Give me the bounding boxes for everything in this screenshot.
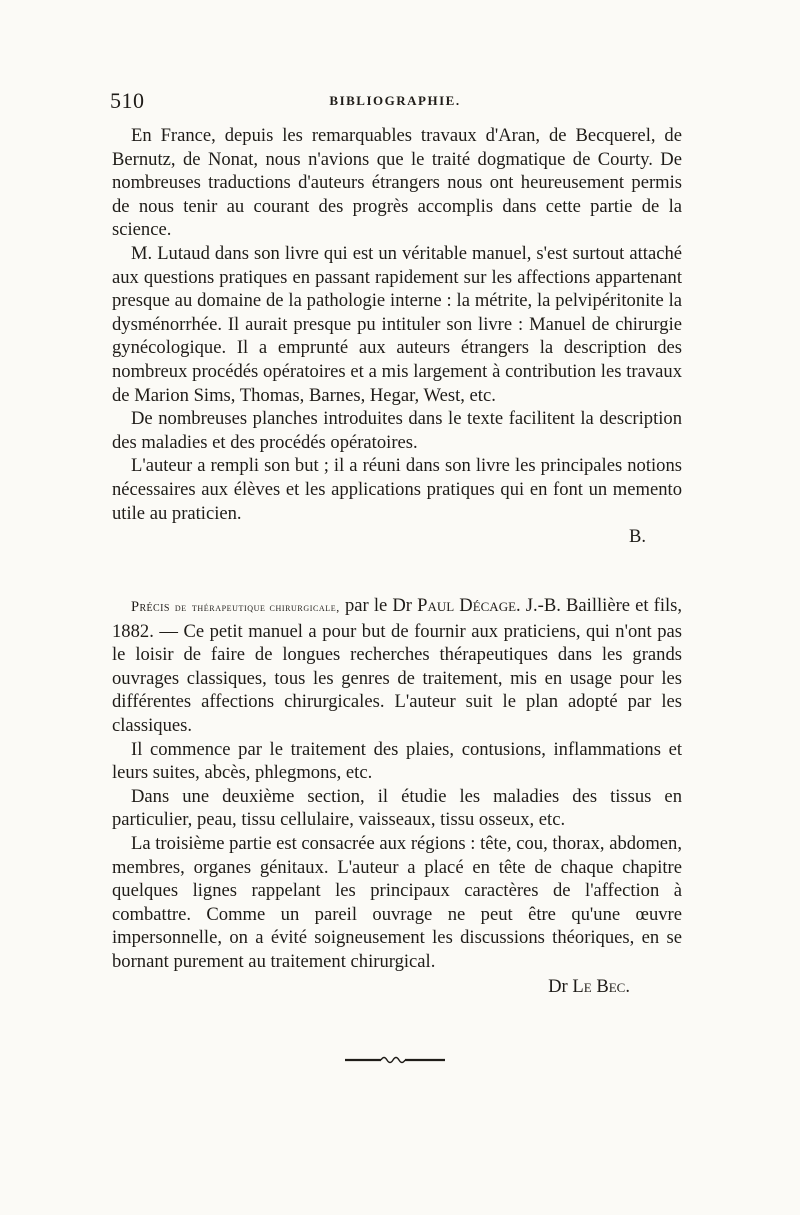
review-2-paragraph-2: Il commence par le traitement des plaies, contusions, inflammations et leurs suites, abcès, phlegmons, etc. — [112, 738, 682, 784]
signature-name: Le Bec. — [572, 975, 630, 997]
review-1-paragraph-3: De nombreuses planches introduites dans le texte facilitent la description des maladies et des procédés opératoires. — [112, 408, 682, 453]
book-author-by: par le — [345, 595, 388, 616]
review-2-paragraph-3: Dans une deuxième section, il étudie les maladies des tissus en particulier, peau, tissu cellulaire, vaisseaux, tissu osseux, etc. — [112, 785, 682, 831]
book-title-subject: thérapeutique chirurgicale, — [191, 600, 340, 614]
review-2-signature — [112, 975, 682, 999]
page-number: 510 — [110, 88, 145, 113]
review-2-lead-text: Ce petit manuel a pour but de fournir aux praticiens, qui n'ont pas le loisir de faire de longues recherches thérapeutiques dans les grands ouvrages classiques, tous les genres de traitement, mis en usage pour les différentes affections chirurgicales. L'auteur suit le plan adopté par les classiques. — [112, 620, 683, 736]
book-publisher: J.-B. Baillière et fils, 1882. — — [112, 595, 683, 642]
review-1-signature: B. — [628, 526, 646, 548]
review-decage — [112, 594, 682, 998]
book-title-de: de — [174, 600, 187, 614]
book-title-precis: Précis — [131, 599, 170, 615]
review-1-paragraph-1: En France, depuis les remarquables travaux d'Aran, de Becquerel, de Bernutz, de Nonat, nous n'avions que le traité dogmatique de Courty. De nombreuses traductions d'auteurs étrangers nous ont heureusement permis de nous tenir au courant des progrès accomplis dans cette partie de la science. — [112, 125, 682, 241]
running-title: BIBLIOGRAPHIE. — [329, 93, 461, 108]
running-head — [110, 88, 680, 118]
decorative-tailpiece — [345, 1052, 445, 1066]
book-author-name: Paul Décage. — [417, 595, 521, 616]
review-1-paragraph-4 — [112, 454, 682, 548]
signature-dr: Dr — [548, 975, 568, 997]
review-2-paragraph-4: La troisième partie est consacrée aux régions : tête, cou, thorax, abdomen, membres, organes génitaux. L'auteur a placé en tête de chaque chapitre quelques lignes rappelant les principaux caractères de l'affection à combattre. Comme un pareil ouvrage ne peut être qu'une œuvre impersonnelle, on a évité soigneusement les discussions théoriques, en se bornant purement au traitement chirurgical. — [112, 832, 682, 972]
book-author-dr: Dr — [392, 595, 412, 616]
review-1-paragraph-2: M. Lutaud dans son livre qui est un véritable manuel, s'est surtout attaché aux questions pratiques en passant rapidement sur les affections appartenant presque au domaine de la pathologie interne : la métrite, la pelvipéritonite la dysménorrhée. Il aurait presque pu intituler son livre : Manuel de chirurgie gynécologique. Il a emprunté aux auteurs étrangers la description des nombreux procédés opératoires et a mis largement à contribution les travaux de Marion Sims, Thomas, Barnes, Hegar, West, etc. — [112, 242, 682, 406]
review-lutaud — [112, 124, 682, 549]
review-2-lead-paragraph — [112, 594, 682, 738]
review-1-paragraph-4-text: L'auteur a rempli son but ; il a réuni dans son livre les principales notions nécessaires aux élèves et les applications pratiques qui en font un memento utile au praticien. — [112, 455, 682, 524]
